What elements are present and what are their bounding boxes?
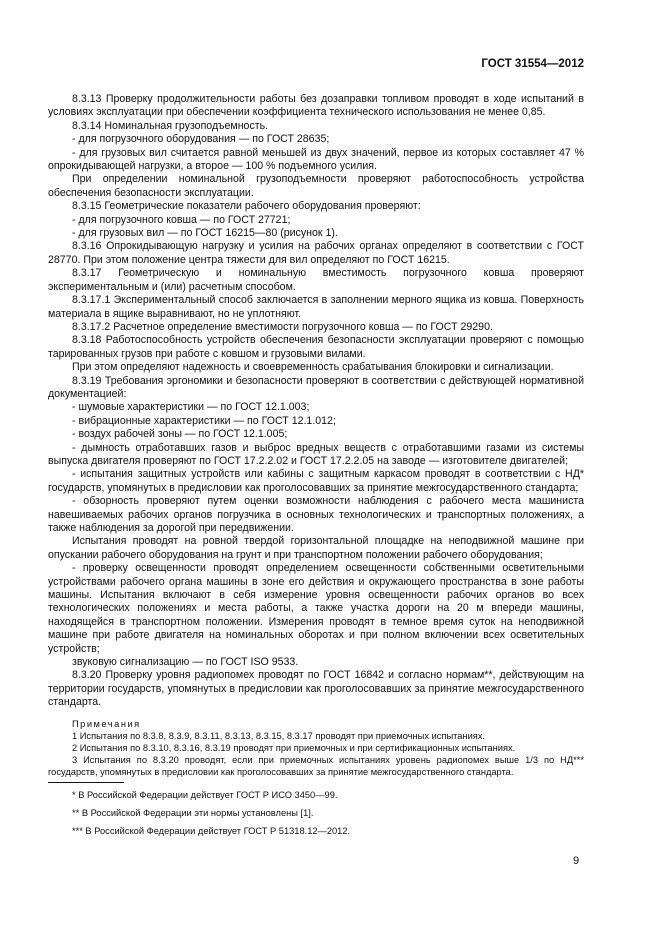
paragraph: 8.3.18 Работоспособность устройств обеспечения безопасности эксплуатации проверяют с помощью тарированных грузов при работе с ковшом и грузовыми вилами. <box>48 334 584 360</box>
paragraph: При этом определяют надежность и своевременность срабатывания блокировки и сигнализации. <box>72 361 554 374</box>
paragraph: - для грузовых вил считается равной меньшей из двух значений, первое из которых составляет 47 % опрокидывающей нагрузки, а второе — 100 % подъемного усилия. <box>48 146 584 173</box>
paragraph: - вибрационные характеристики — по ГОСТ 12.1.012; <box>72 414 336 427</box>
paragraph: - проверку освещенности проводят определением освещенности собственными осветительными устройствами рабочего органа машины в зоне его действия и окружающего пространства в зоне работы машины. Испытания включают в себя измерение уровня освещенности рабочих органов во всех технологических положениях и места работы, а также участка дороги на 20 м впереди машины, находящейся в транспортном положении. Измерения проводят в темное время суток на неподвижной машине при работе двигателя на номинальных оборотах и при полном включении всех осветительных устройств; <box>48 562 584 655</box>
note-item: 2 Испытания по 8.3.10, 8.3.16, 8.3.19 проводят при приемочных и при сертификационных испытаниях. <box>72 742 516 753</box>
paragraph: Испытания проводят на ровной твердой горизонтальной площадке на неподвижной машине при опускании рабочего оборудования на грунт и при транспортном положении рабочего оборудования; <box>48 535 584 561</box>
document-header: ГОСТ 31554—2012 <box>481 58 584 70</box>
paragraph: 8.3.13 Проверку продолжительности работы без дозаправки топливом проводят в ходе испытаний в условиях эксплуатации при обеспечении коэффициента технического использования не менее 0,85. <box>48 93 584 119</box>
paragraph: - для погрузочного ковша — по ГОСТ 27721; <box>72 213 291 226</box>
footnote: * В Российской Федерации действует ГОСТ Р ИСО 3450—99. <box>72 789 338 800</box>
paragraph: 8.3.20 Проверку уровня радиопомех проводят по ГОСТ 16842 и согласно нормам**, действующим на территории государств, упомянутых в предисловии как проголосовавших за принятие межгосударственного стандарта. <box>48 669 584 709</box>
document-body <box>48 93 584 843</box>
paragraph: - воздух рабочей зоны — по ГОСТ 12.1.005; <box>72 428 288 441</box>
footnote: *** В Российской Федерации действует ГОСТ Р 51318.12—2012. <box>72 825 351 836</box>
notes-block <box>48 718 584 778</box>
paragraph: 8.3.17.2 Расчетное определение вместимости погрузочного ковша — по ГОСТ 29290. <box>72 320 493 333</box>
paragraph: - шумовые характеристики — по ГОСТ 12.1.003; <box>72 401 310 414</box>
paragraph: 8.3.14 Номинальная грузоподъемность. <box>72 119 269 132</box>
paragraph: 8.3.15 Геометрические показатели рабочего оборудования проверяют: <box>72 200 421 213</box>
paragraph: 8.3.17 Геометрическую и номинальную вместимость погрузочного ковша проверяют экспериментальным и (или) расчетным способом. <box>48 267 584 293</box>
notes-title: Примечания <box>72 718 141 729</box>
note-item: 3 Испытания по 8.3.20 проводят, если при приемочных испытаниях уровень радиопомех выше 1/3 по НД*** государств, упомянутых в предисловии как проголосовавших за принятие межгосударственного стандарта. <box>48 754 584 777</box>
paragraph: - для погрузочного оборудования — по ГОСТ 28635; <box>72 133 330 146</box>
paragraph: - обзорность проверяют путем оценки возможности наблюдения с рабочего места машиниста навешиваемых рабочих органов погрузчика в основных технологических и транспортных положениях, а также наблюдения за дорогой при передвижении. <box>48 495 584 534</box>
paragraph: 8.3.16 Опрокидывающую нагрузку и усилия на рабочих органах определяют в соответствии с ГОСТ 28770. При этом положение центра тяжести для вил определяют по ГОСТ 16215. <box>48 240 584 266</box>
footnote-divider <box>48 782 124 783</box>
paragraph: При определении номинальной грузоподъемности проверяют работоспособность устройства обеспечения безопасности эксплуатации. <box>48 173 584 199</box>
footnote: ** В Российской Федерации эти нормы установлены [1]. <box>72 807 314 818</box>
paragraph: - для грузовых вил — по ГОСТ 16215—80 (рисунок 1). <box>72 227 338 240</box>
paragraph: 8.3.17.1 Экспериментальный способ заключается в заполнении мерного ящика из ковша. Поверхность материала в ящике выравнивают, но не уплотняют. <box>48 294 584 320</box>
paragraph: - испытания защитных устройств или кабины с защитным каркасом проводят в соответствии с НД* государств, упомянутых в предисловии как проголосовавших за принятие межгосударственного стандарта; <box>48 468 584 494</box>
paragraph: 8.3.19 Требования эргономики и безопасности проверяют в соответствии с действующей нормативной документацией: <box>48 374 584 400</box>
page-number: 9 <box>573 855 580 867</box>
note-item: 1 Испытания по 8.3.8, 8.3.9, 8.3.11, 8.3.13, 8.3.15, 8.3.17 проводят при приемочных испытаниях. <box>72 730 486 741</box>
paragraph: звуковую сигнализацию — по ГОСТ ISO 9533. <box>72 656 299 669</box>
paragraph: - дымность отработавших газов и выброс вредных веществ с отработавшими газами из системы выпуска двигателя проверяют по ГОСТ 17.2.2.02 и ГОСТ 17.2.2.05 на заводе — изготовителе двигателей; <box>48 441 584 467</box>
